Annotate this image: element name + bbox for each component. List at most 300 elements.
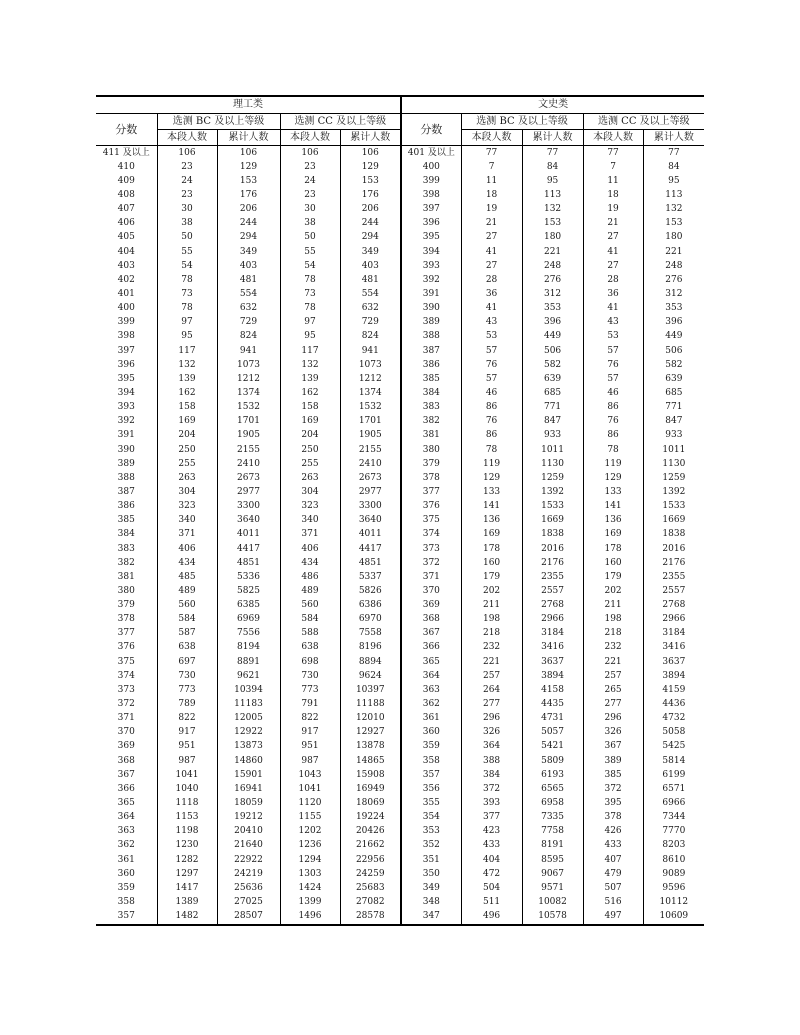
arts-bc-cumulative-cell: 449 <box>522 330 583 344</box>
arts-cc-segment-cell: 41 <box>583 302 643 316</box>
arts-score-cell: 385 <box>401 372 461 386</box>
science-score-cell: 400 <box>117 303 135 314</box>
table-row <box>96 330 704 344</box>
science-score-cell: 392 <box>117 416 135 427</box>
science-score-cell: 398 <box>117 331 135 342</box>
science-score-cell: 396 <box>117 359 135 370</box>
science-score-cell: 401 <box>117 288 135 299</box>
arts-bc-cumulative-cell: 2557 <box>522 584 583 598</box>
science-bc-cumulative-cell: 824 <box>217 330 280 344</box>
science-bc-segment-cell: 638 <box>157 641 217 655</box>
arts-score-cell: 353 <box>401 825 461 839</box>
arts-cc-cumulative-cell: 7344 <box>643 811 704 825</box>
science-score-cell: 366 <box>117 783 135 794</box>
table-row <box>96 217 704 231</box>
arts-cc-segment-cell: 53 <box>583 330 643 344</box>
arts-bc-cumulative-cell: 396 <box>522 316 583 330</box>
science-cc-segment-cell: 54 <box>280 259 340 273</box>
science-cc-segment-cell: 489 <box>280 584 340 598</box>
science-cc-cumulative-cell: 18069 <box>340 796 401 810</box>
arts-score-cell: 373 <box>401 542 461 556</box>
arts-cc-segment-cell: 211 <box>583 599 643 613</box>
arts-bc-segment-cell: 36 <box>461 287 522 301</box>
table-row <box>96 570 704 584</box>
arts-bc-cumulative-cell: 9067 <box>522 867 583 881</box>
arts-score-cell: 360 <box>401 726 461 740</box>
arts-cc-cumulative-cell: 276 <box>643 273 704 287</box>
science-cc-cumulative-cell: 2673 <box>340 471 401 485</box>
arts-cc-segment-cell: 43 <box>583 316 643 330</box>
science-cc-cumulative-cell: 20426 <box>340 825 401 839</box>
arts-bc-cumulative-cell: 95 <box>522 174 583 188</box>
science-bc-cumulative-cell: 19212 <box>217 811 280 825</box>
science-score-cell: 365 <box>117 798 135 809</box>
science-score-cell: 388 <box>117 472 135 483</box>
science-cc-segment-cell: 1294 <box>280 853 340 867</box>
science-bc-segment-cell: 951 <box>157 740 217 754</box>
arts-bc-cumulative-cell: 685 <box>522 386 583 400</box>
science-cc-cumulative-cell: 27082 <box>340 895 401 909</box>
arts-cc-cumulative-cell: 639 <box>643 372 704 386</box>
science-bc-segment-cell: 132 <box>157 358 217 372</box>
science-score-cell: 407 <box>117 204 135 215</box>
science-cc-cumulative-cell: 4851 <box>340 556 401 570</box>
arts-score-cell: 347 <box>401 910 461 925</box>
table-row <box>96 825 704 839</box>
arts-cc-cumulative-cell: 1130 <box>643 457 704 471</box>
arts-bc-segment-cell: 129 <box>461 471 522 485</box>
science-cc-cumulative-cell: 1212 <box>340 372 401 386</box>
science-cc-segment-cell: 158 <box>280 401 340 415</box>
science-score-cell: 369 <box>117 741 135 752</box>
arts-score-cell: 349 <box>401 881 461 895</box>
science-cc-cumulative-cell: 206 <box>340 203 401 217</box>
science-bc-cumulative-cell: 2673 <box>217 471 280 485</box>
arts-bc-cumulative-cell: 7335 <box>522 811 583 825</box>
arts-cc-segment-cell: 479 <box>583 867 643 881</box>
arts-cc-cumulative-cell: 312 <box>643 287 704 301</box>
arts-bc-segment-cell: 41 <box>461 302 522 316</box>
arts-cc-cumulative-cell: 8610 <box>643 853 704 867</box>
arts-cc-cumulative-cell: 3894 <box>643 669 704 683</box>
science-bc-cumulative-cell: 1905 <box>217 429 280 443</box>
arts-bc-segment-cell: 141 <box>461 500 522 514</box>
arts-score-cell: 358 <box>401 754 461 768</box>
arts-bc-segment-cell: 41 <box>461 245 522 259</box>
arts-bc-segment-cell: 504 <box>461 881 522 895</box>
science-score-cell: 364 <box>117 812 135 823</box>
table-row <box>96 584 704 598</box>
arts-bc-segment-cell: 384 <box>461 768 522 782</box>
table-row <box>96 485 704 499</box>
arts-cc-segment-cell: 76 <box>583 358 643 372</box>
arts-bc-segment-cell: 179 <box>461 570 522 584</box>
arts-bc-segment-cell: 160 <box>461 556 522 570</box>
science-bc-segment-cell: 1198 <box>157 825 217 839</box>
science-bc-cumulative-cell: 1532 <box>217 401 280 415</box>
science-score-cell: 368 <box>117 755 135 766</box>
science-bc-segment-cell: 406 <box>157 542 217 556</box>
arts-cc-segment-cell: 57 <box>583 344 643 358</box>
arts-cc-cumulative-cell: 396 <box>643 316 704 330</box>
science-score-cell: 409 <box>117 175 135 186</box>
arts-score-header: 分数 <box>401 114 461 146</box>
arts-bc-segment-cell: 178 <box>461 542 522 556</box>
arts-cc-header: 选测 CC 及以上等级 <box>583 114 704 130</box>
arts-score-cell: 390 <box>401 302 461 316</box>
science-cc-segment-cell: 1424 <box>280 881 340 895</box>
science-bc-segment-cell: 106 <box>157 146 217 161</box>
science-cc-segment-cell: 1202 <box>280 825 340 839</box>
table-row <box>96 500 704 514</box>
science-cc-segment-cell: 951 <box>280 740 340 754</box>
science-cc-segment-cell: 1303 <box>280 867 340 881</box>
science-bc-header: 选测 BC 及以上等级 <box>157 114 280 130</box>
arts-bc-cumulative-cell: 6193 <box>522 768 583 782</box>
science-cc-cumulative-cell: 8894 <box>340 655 401 669</box>
science-bc-cumulative-cell: 15901 <box>217 768 280 782</box>
table-row <box>96 245 704 259</box>
science-bc-cumulative-cell: 244 <box>217 217 280 231</box>
science-bc-cumulative-cell: 1701 <box>217 415 280 429</box>
arts-bc-segment-cell: 169 <box>461 528 522 542</box>
science-cc-segment-cell: 304 <box>280 485 340 499</box>
science-score-cell: 410 <box>117 161 135 172</box>
science-score-cell: 367 <box>117 769 135 780</box>
arts-bc-segment-cell: 27 <box>461 259 522 273</box>
arts-bc-segment-cell: 11 <box>461 174 522 188</box>
arts-cc-cumulative-cell: 4436 <box>643 697 704 711</box>
arts-cc-cumulative-cell: 2768 <box>643 599 704 613</box>
arts-cc-cumulative-cell: 248 <box>643 259 704 273</box>
arts-score-cell: 394 <box>401 245 461 259</box>
science-bc-cumulative-cell: 4851 <box>217 556 280 570</box>
arts-score-cell: 351 <box>401 853 461 867</box>
science-bc-cumulative-cell: 24219 <box>217 867 280 881</box>
science-cc-cumulative-cell: 14865 <box>340 754 401 768</box>
science-cc-cumulative-cell: 5826 <box>340 584 401 598</box>
science-bc-segment-cell: 1417 <box>157 881 217 895</box>
arts-score-cell: 399 <box>401 174 461 188</box>
arts-score-cell: 396 <box>401 217 461 231</box>
arts-score-cell: 384 <box>401 386 461 400</box>
arts-bc-segment-cell: 133 <box>461 485 522 499</box>
science-bc-segment-cell: 23 <box>157 188 217 202</box>
table-row <box>96 796 704 810</box>
arts-bc-cumulative-cell: 933 <box>522 429 583 443</box>
science-bc-segment-cell: 917 <box>157 726 217 740</box>
science-bc-cumulative-header: 累计人数 <box>217 130 280 146</box>
arts-bc-segment-cell: 372 <box>461 782 522 796</box>
arts-bc-cumulative-cell: 5809 <box>522 754 583 768</box>
arts-cc-segment-cell: 221 <box>583 655 643 669</box>
science-bc-segment-cell: 340 <box>157 514 217 528</box>
science-score-cell: 402 <box>117 274 135 285</box>
arts-cc-segment-cell: 516 <box>583 895 643 909</box>
arts-cc-cumulative-cell: 9089 <box>643 867 704 881</box>
science-bc-segment-cell: 323 <box>157 500 217 514</box>
arts-cc-cumulative-cell: 6966 <box>643 796 704 810</box>
table-row <box>96 881 704 895</box>
arts-bc-segment-cell: 264 <box>461 683 522 697</box>
table-row <box>96 613 704 627</box>
arts-bc-segment-cell: 86 <box>461 401 522 415</box>
science-bc-cumulative-cell: 8194 <box>217 641 280 655</box>
table-row <box>96 782 704 796</box>
science-bc-cumulative-cell: 2155 <box>217 443 280 457</box>
science-cc-segment-cell: 917 <box>280 726 340 740</box>
arts-cc-segment-cell: 372 <box>583 782 643 796</box>
arts-cc-segment-cell: 160 <box>583 556 643 570</box>
arts-bc-segment-cell: 46 <box>461 386 522 400</box>
arts-bc-cumulative-cell: 582 <box>522 358 583 372</box>
science-score-cell: 404 <box>117 246 135 257</box>
science-bc-segment-cell: 1230 <box>157 839 217 853</box>
arts-bc-cumulative-cell: 10082 <box>522 895 583 909</box>
table-row <box>96 641 704 655</box>
science-cc-segment-cell: 23 <box>280 160 340 174</box>
science-bc-segment-cell: 162 <box>157 386 217 400</box>
arts-bc-cumulative-cell: 771 <box>522 401 583 415</box>
science-bc-segment-cell: 584 <box>157 613 217 627</box>
arts-bc-segment-cell: 364 <box>461 740 522 754</box>
science-bc-segment-cell: 24 <box>157 174 217 188</box>
arts-bc-segment-cell: 296 <box>461 712 522 726</box>
science-bc-segment-cell: 204 <box>157 429 217 443</box>
science-score-cell: 397 <box>117 345 135 356</box>
arts-cc-cumulative-cell: 10609 <box>643 910 704 925</box>
arts-cc-cumulative-cell: 2355 <box>643 570 704 584</box>
science-bc-cumulative-cell: 1073 <box>217 358 280 372</box>
arts-score-cell: 386 <box>401 358 461 372</box>
science-cc-cumulative-cell: 2410 <box>340 457 401 471</box>
arts-cc-segment-cell: 198 <box>583 613 643 627</box>
arts-cc-cumulative-cell: 9596 <box>643 881 704 895</box>
science-cc-cumulative-cell: 8196 <box>340 641 401 655</box>
arts-cc-segment-cell: 407 <box>583 853 643 867</box>
arts-cc-cumulative-cell: 180 <box>643 231 704 245</box>
science-cc-cumulative-cell: 13878 <box>340 740 401 754</box>
table-row <box>96 231 704 245</box>
science-bc-segment-cell: 250 <box>157 443 217 457</box>
science-bc-segment-cell: 822 <box>157 712 217 726</box>
table-row <box>96 401 704 415</box>
science-bc-cumulative-cell: 3300 <box>217 500 280 514</box>
arts-score-cell: 355 <box>401 796 461 810</box>
arts-score-cell: 364 <box>401 669 461 683</box>
science-bc-cumulative-cell: 7556 <box>217 627 280 641</box>
arts-cc-cumulative-cell: 113 <box>643 188 704 202</box>
arts-cc-segment-cell: 179 <box>583 570 643 584</box>
arts-cc-segment-cell: 385 <box>583 768 643 782</box>
table-row <box>96 358 704 372</box>
arts-cc-segment-cell: 78 <box>583 443 643 457</box>
science-bc-segment-cell: 434 <box>157 556 217 570</box>
science-score-cell: 373 <box>117 684 135 695</box>
science-bc-segment-header: 本段人数 <box>157 130 217 146</box>
science-cc-segment-cell: 406 <box>280 542 340 556</box>
science-cc-segment-cell: 1496 <box>280 910 340 925</box>
science-cc-cumulative-cell: 129 <box>340 160 401 174</box>
arts-score-cell: 379 <box>401 457 461 471</box>
arts-score-cell: 354 <box>401 811 461 825</box>
science-score-cell: 393 <box>117 402 135 413</box>
science-bc-segment-cell: 263 <box>157 471 217 485</box>
table-row <box>96 853 704 867</box>
arts-cc-cumulative-cell: 5425 <box>643 740 704 754</box>
science-bc-cumulative-cell: 2410 <box>217 457 280 471</box>
science-bc-segment-cell: 1118 <box>157 796 217 810</box>
arts-score-cell: 397 <box>401 203 461 217</box>
science-bc-cumulative-cell: 176 <box>217 188 280 202</box>
arts-score-cell: 393 <box>401 259 461 273</box>
table-row <box>96 429 704 443</box>
science-score-cell: 372 <box>117 699 135 710</box>
science-cc-cumulative-cell: 824 <box>340 330 401 344</box>
science-bc-segment-cell: 139 <box>157 372 217 386</box>
table-row <box>96 203 704 217</box>
science-cc-segment-cell: 162 <box>280 386 340 400</box>
arts-cc-segment-cell: 11 <box>583 174 643 188</box>
science-score-cell: 384 <box>117 529 135 540</box>
science-bc-cumulative-cell: 10394 <box>217 683 280 697</box>
arts-bc-cumulative-cell: 2768 <box>522 599 583 613</box>
table-row <box>96 528 704 542</box>
science-cc-cumulative-cell: 22956 <box>340 853 401 867</box>
science-bc-segment-cell: 95 <box>157 330 217 344</box>
arts-score-cell: 368 <box>401 613 461 627</box>
science-cc-segment-cell: 78 <box>280 273 340 287</box>
arts-bc-cumulative-cell: 276 <box>522 273 583 287</box>
arts-cc-cumulative-cell: 353 <box>643 302 704 316</box>
arts-score-cell: 398 <box>401 188 461 202</box>
science-bc-cumulative-cell: 22922 <box>217 853 280 867</box>
science-bc-segment-cell: 97 <box>157 316 217 330</box>
science-score-cell: 359 <box>117 882 135 893</box>
arts-score-cell: 395 <box>401 231 461 245</box>
arts-bc-segment-cell: 326 <box>461 726 522 740</box>
science-bc-cumulative-cell: 554 <box>217 287 280 301</box>
arts-cc-segment-cell: 178 <box>583 542 643 556</box>
science-bc-segment-cell: 158 <box>157 401 217 415</box>
science-score-cell: 387 <box>117 486 135 497</box>
table-row <box>96 599 704 613</box>
arts-cc-cumulative-cell: 1259 <box>643 471 704 485</box>
science-cc-segment-cell: 55 <box>280 245 340 259</box>
science-cc-cumulative-cell: 3640 <box>340 514 401 528</box>
science-cc-cumulative-header: 累计人数 <box>340 130 401 146</box>
arts-score-cell: 380 <box>401 443 461 457</box>
table-row <box>96 457 704 471</box>
arts-score-cell: 371 <box>401 570 461 584</box>
science-bc-segment-cell: 73 <box>157 287 217 301</box>
arts-cc-cumulative-cell: 771 <box>643 401 704 415</box>
science-cc-cumulative-cell: 1374 <box>340 386 401 400</box>
science-bc-segment-cell: 1282 <box>157 853 217 867</box>
science-bc-cumulative-cell: 9621 <box>217 669 280 683</box>
science-score-cell: 358 <box>117 897 135 908</box>
science-cc-segment-cell: 1120 <box>280 796 340 810</box>
arts-cc-cumulative-cell: 3416 <box>643 641 704 655</box>
arts-bc-cumulative-cell: 7758 <box>522 825 583 839</box>
table-row <box>96 273 704 287</box>
science-score-cell: 376 <box>117 642 135 653</box>
arts-cc-cumulative-cell: 153 <box>643 217 704 231</box>
arts-bc-segment-cell: 221 <box>461 655 522 669</box>
arts-bc-segment-cell: 511 <box>461 895 522 909</box>
arts-bc-cumulative-cell: 4731 <box>522 712 583 726</box>
arts-bc-cumulative-cell: 1259 <box>522 471 583 485</box>
score-distribution-table <box>96 95 704 926</box>
arts-cc-segment-cell: 7 <box>583 160 643 174</box>
arts-score-cell: 389 <box>401 316 461 330</box>
arts-cc-segment-cell: 507 <box>583 881 643 895</box>
arts-cc-segment-cell: 119 <box>583 457 643 471</box>
science-cc-segment-cell: 340 <box>280 514 340 528</box>
arts-cc-cumulative-cell: 8203 <box>643 839 704 853</box>
arts-cc-segment-cell: 218 <box>583 627 643 641</box>
science-cc-cumulative-cell: 554 <box>340 287 401 301</box>
science-cc-cumulative-cell: 153 <box>340 174 401 188</box>
science-bc-segment-cell: 54 <box>157 259 217 273</box>
arts-bc-segment-cell: 53 <box>461 330 522 344</box>
table-row <box>96 372 704 386</box>
science-bc-cumulative-cell: 481 <box>217 273 280 287</box>
arts-score-cell: 350 <box>401 867 461 881</box>
arts-bc-segment-cell: 377 <box>461 811 522 825</box>
science-cc-segment-cell: 73 <box>280 287 340 301</box>
science-bc-segment-cell: 697 <box>157 655 217 669</box>
arts-bc-segment-cell: 119 <box>461 457 522 471</box>
science-cc-cumulative-cell: 7558 <box>340 627 401 641</box>
science-score-cell: 395 <box>117 373 135 384</box>
arts-score-cell: 348 <box>401 895 461 909</box>
arts-bc-header: 选测 BC 及以上等级 <box>461 114 583 130</box>
arts-bc-segment-cell: 388 <box>461 754 522 768</box>
science-cc-cumulative-cell: 12927 <box>340 726 401 740</box>
arts-score-cell: 388 <box>401 330 461 344</box>
table-row <box>96 316 704 330</box>
arts-cc-cumulative-cell: 449 <box>643 330 704 344</box>
science-bc-cumulative-cell: 3640 <box>217 514 280 528</box>
arts-score-cell: 370 <box>401 584 461 598</box>
arts-score-cell: 356 <box>401 782 461 796</box>
arts-cc-cumulative-cell: 77 <box>643 146 704 161</box>
science-bc-segment-cell: 371 <box>157 528 217 542</box>
arts-bc-cumulative-cell: 3184 <box>522 627 583 641</box>
science-bc-segment-cell: 587 <box>157 627 217 641</box>
science-bc-segment-cell: 55 <box>157 245 217 259</box>
science-cc-segment-cell: 773 <box>280 683 340 697</box>
arts-score-cell: 372 <box>401 556 461 570</box>
arts-score-cell: 381 <box>401 429 461 443</box>
science-cc-segment-cell: 30 <box>280 203 340 217</box>
science-cc-cumulative-cell: 6970 <box>340 613 401 627</box>
table-row <box>96 839 704 853</box>
arts-cc-cumulative-cell: 5814 <box>643 754 704 768</box>
science-score-cell: 381 <box>117 571 135 582</box>
arts-cc-segment-cell: 296 <box>583 712 643 726</box>
arts-score-cell: 366 <box>401 641 461 655</box>
arts-cc-cumulative-cell: 84 <box>643 160 704 174</box>
science-bc-cumulative-cell: 12005 <box>217 712 280 726</box>
science-cc-segment-cell: 698 <box>280 655 340 669</box>
arts-cc-segment-cell: 232 <box>583 641 643 655</box>
arts-cc-cumulative-cell: 2176 <box>643 556 704 570</box>
arts-bc-segment-cell: 218 <box>461 627 522 641</box>
science-cc-segment-cell: 1043 <box>280 768 340 782</box>
science-cc-segment-cell: 486 <box>280 570 340 584</box>
